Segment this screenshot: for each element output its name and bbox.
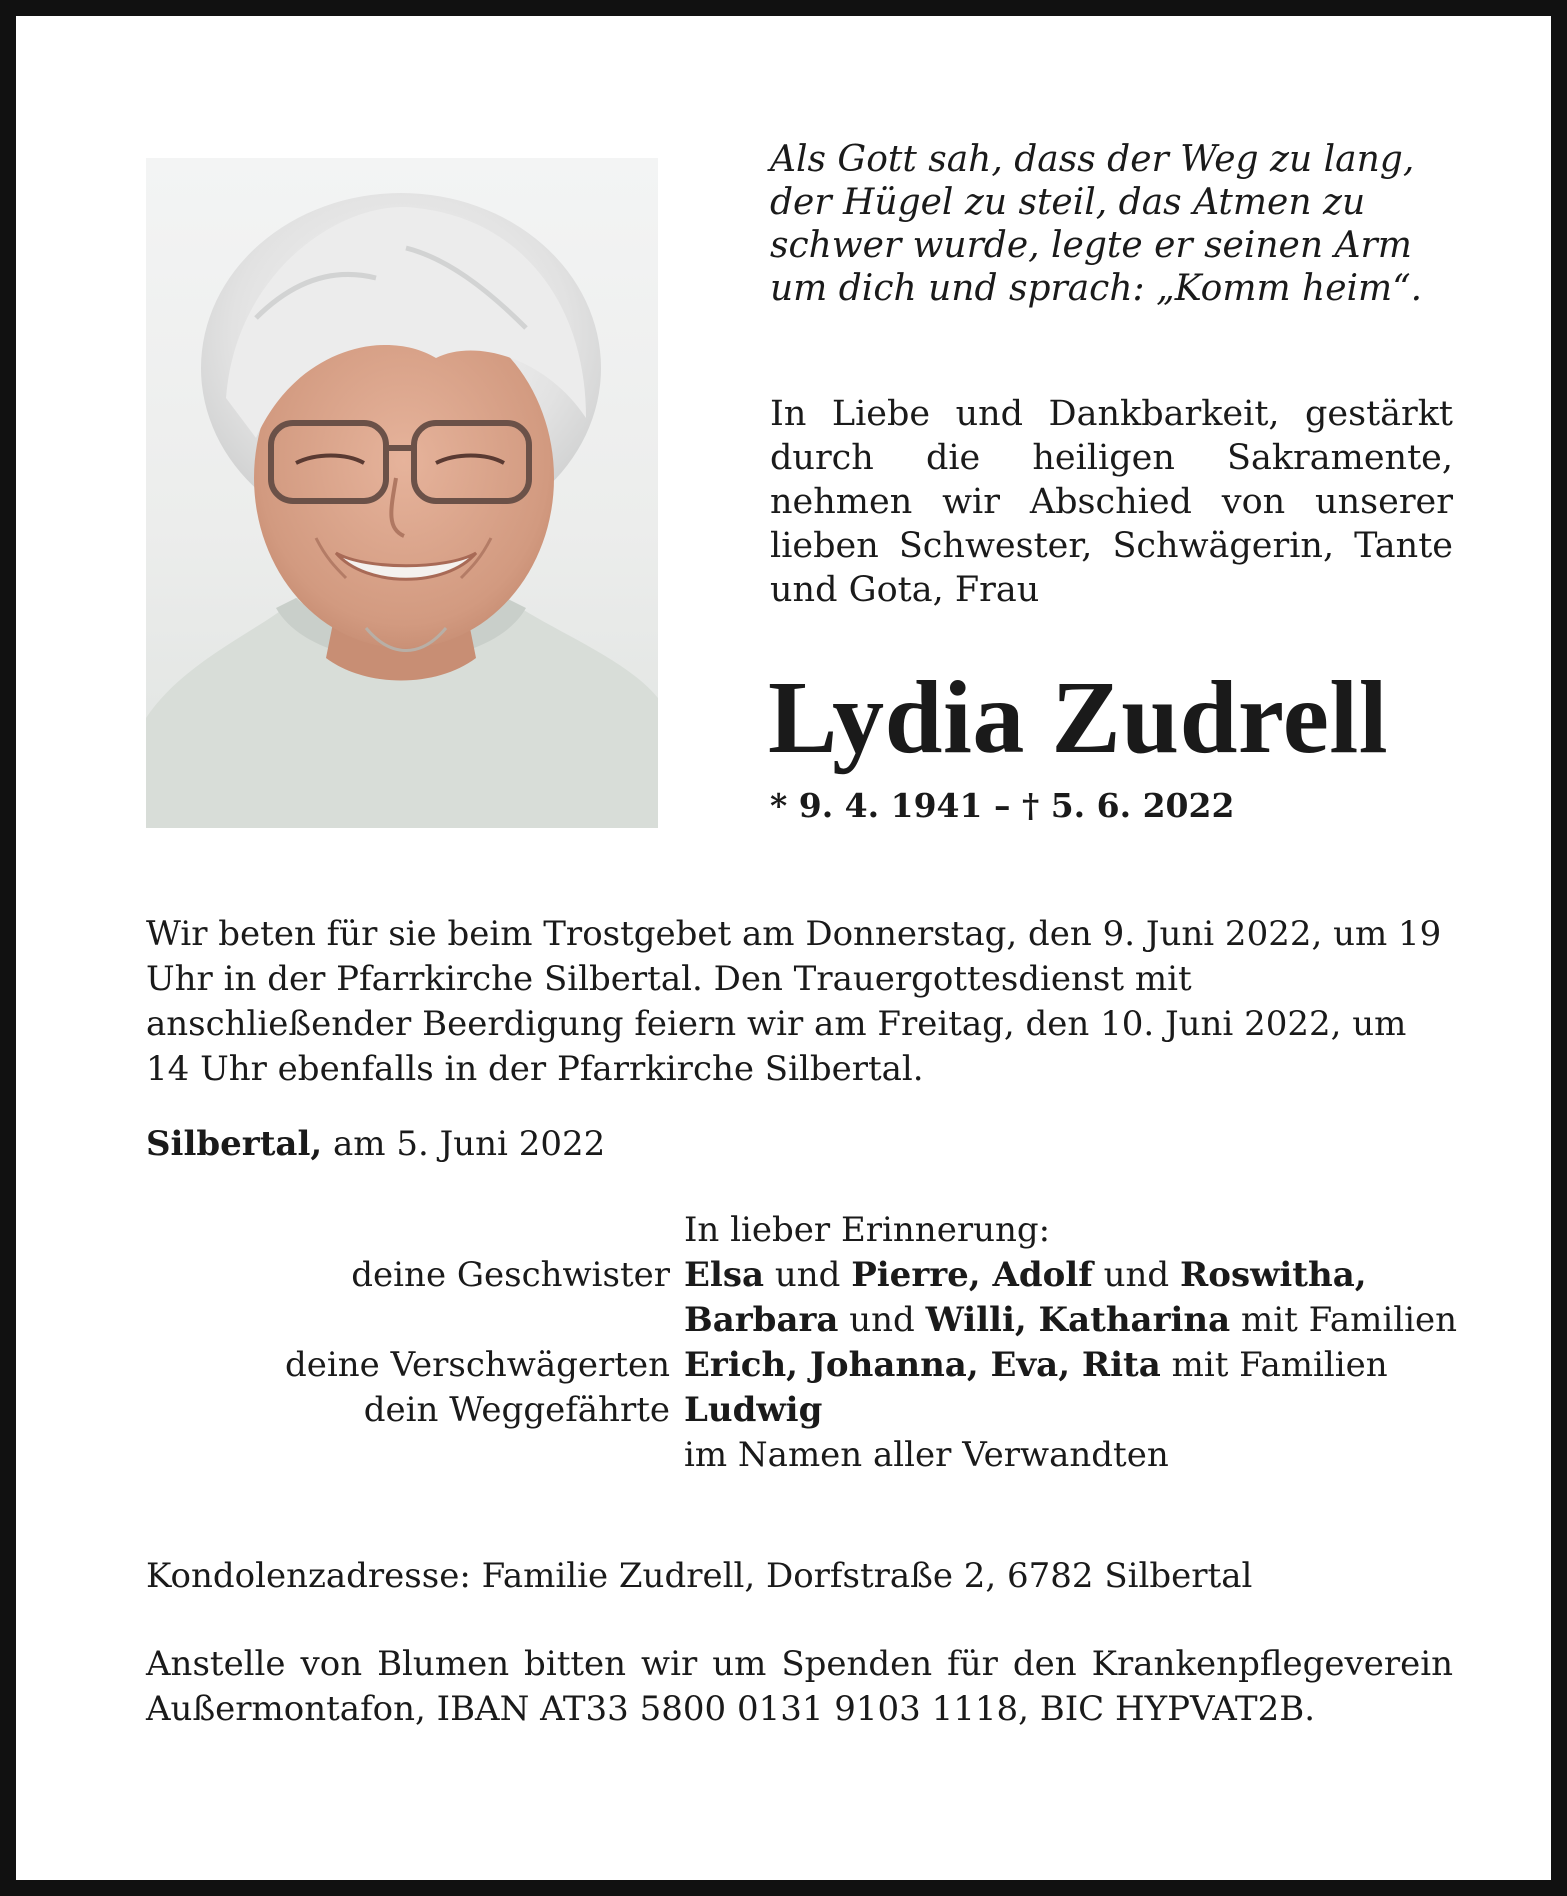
name-connector: mit Familien <box>1230 1300 1457 1340</box>
in-laws-row <box>146 1343 1476 1388</box>
place-date-text: am 5. Juni 2022 <box>333 1124 606 1164</box>
relatives-text: im Namen aller Verwandten <box>684 1435 1169 1475</box>
name-bold: Elsa <box>684 1255 765 1295</box>
name-bold: Erich, Johanna, Eva, Rita <box>684 1345 1161 1385</box>
name-bold: Willi, Katharina <box>925 1300 1231 1340</box>
place-town: Silbertal, <box>146 1124 323 1164</box>
intro-text: In Liebe und Dankbarkeit, gestärkt durch die heiligen Sakramente, nehmen wir Abschied von unserer lieben Schwester, Schwägerin, Tante und Gota, Frau <box>770 394 1453 610</box>
name-bold: Pierre, Adolf <box>851 1255 1093 1295</box>
poem-line: um dich und sprach: „Komm heim“. <box>770 268 1423 309</box>
siblings-label: deine Geschwister <box>351 1255 670 1295</box>
poem <box>770 138 1470 310</box>
name-bold: Barbara <box>684 1300 839 1340</box>
prayer-announcement: Wir beten für sie beim Trostgebet am Donnerstag, den 9. Juni 2022, um 19 Uhr in der Pfarrkirche Silbertal. Den Trauergottesdienst mit anschließender Beerdigung feiern wir am Freitag, den 10. Juni 2022, um 14 Uhr ebenfalls in der Pfarrkirche Silbertal. <box>146 914 1442 1089</box>
remembrance-heading: In lieber Erinnerung: <box>684 1210 1051 1250</box>
companion-name: Ludwig <box>684 1390 823 1430</box>
remembrance-block <box>146 1208 1476 1478</box>
siblings-row <box>146 1253 1476 1298</box>
companion-row <box>146 1388 1476 1433</box>
name-connector: und <box>1092 1255 1181 1295</box>
place-date <box>146 1124 605 1164</box>
remembrance-heading-row <box>146 1208 1476 1253</box>
in-laws-names <box>684 1343 1476 1388</box>
poem-line: schwer wurde, legte er seinen Arm <box>770 225 1412 266</box>
companion-label: dein Weggefährte <box>363 1390 670 1430</box>
in-laws-label: deine Verschwägerten <box>285 1345 670 1385</box>
name-connector: mit Familien <box>1160 1345 1388 1385</box>
name-connector: und <box>764 1255 852 1295</box>
siblings-names-1 <box>684 1253 1476 1298</box>
name-bold: Roswitha, <box>1180 1255 1367 1295</box>
poem-line: Als Gott sah, dass der Weg zu lang, <box>770 139 1415 180</box>
siblings-row-2 <box>146 1298 1476 1343</box>
poem-line: der Hügel zu steil, das Atmen zu <box>770 182 1366 223</box>
name-connector: und <box>838 1300 926 1340</box>
portrait-photo <box>146 158 658 828</box>
donation-request: Anstelle von Blumen bitten wir um Spenden für den Krankenpflegeverein Außermontafon, IBAN AT33 5800 0131 9103 1118, BIC HYPVAT2B. <box>146 1644 1453 1729</box>
life-dates: * 9. 4. 1941 – † 5. 6. 2022 <box>770 786 1235 825</box>
siblings-names-2 <box>684 1298 1476 1343</box>
portrait-illustration <box>146 158 658 828</box>
deceased-name: Lydia Zudrell <box>768 660 1389 775</box>
condolence-address: Kondolenzadresse: Familie Zudrell, Dorfstraße 2, 6782 Silbertal <box>146 1556 1253 1596</box>
relatives-row <box>146 1433 1476 1478</box>
